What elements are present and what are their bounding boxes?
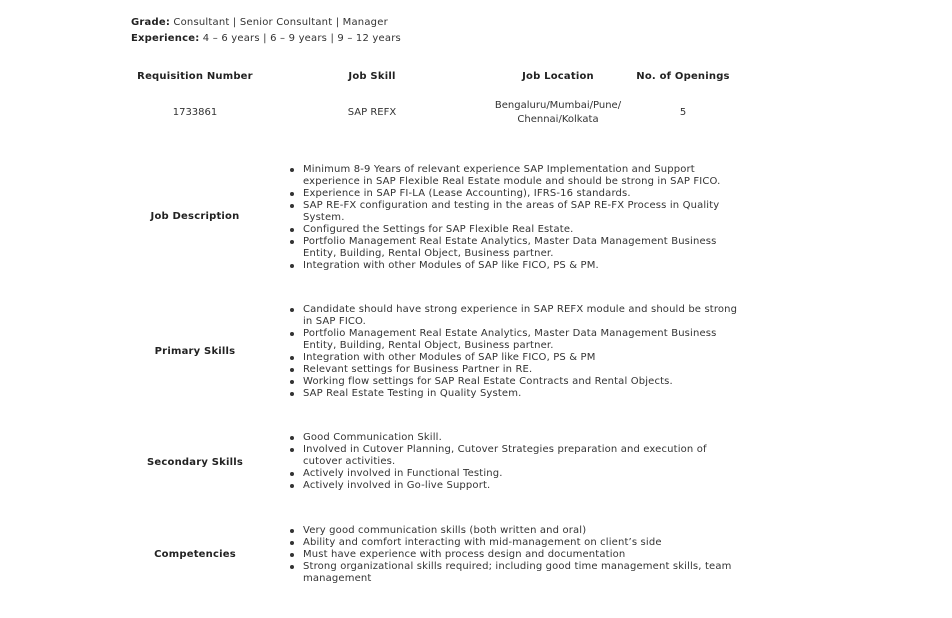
list-item: SAP RE-FX configuration and testing in the areas of SAP RE-FX Process in Quality System.: [303, 200, 739, 224]
grade-label: Grade: [131, 17, 166, 28]
job-location-line2: Chennai/Kolkata: [517, 114, 599, 125]
header-job-location: Job Location: [522, 71, 594, 82]
job-description-list: [286, 164, 739, 272]
list-item: Working flow settings for SAP Real Estate Contracts and Rental Objects.: [303, 376, 739, 388]
list-item: Very good communication skills (both written and oral): [303, 525, 739, 537]
list-item: Relevant settings for Business Partner in RE.: [303, 364, 739, 376]
secondary-skills-list: [286, 432, 739, 492]
primary-skills-list: [286, 304, 739, 400]
job-location: [480, 99, 636, 127]
list-item: Involved in Cutover Planning, Cutover Strategies preparation and execution of cutover activities.: [303, 444, 739, 468]
grade-line: Grade: Consultant | Senior Consultant | Manager: [131, 17, 388, 28]
list-item: Must have experience with process design and documentation: [303, 549, 739, 561]
job-skill: SAP REFX: [347, 107, 397, 118]
list-item: Configured the Settings for SAP Flexible Real Estate.: [303, 224, 739, 236]
experience-label: Experience: [131, 33, 196, 44]
list-item: Good Communication Skill.: [303, 432, 739, 444]
list-item: Integration with other Modules of SAP like FICO, PS & PM: [303, 352, 739, 364]
list-item: Actively involved in Functional Testing.: [303, 468, 739, 480]
list-item: SAP Real Estate Testing in Quality System.: [303, 388, 739, 400]
list-item: Candidate should have strong experience in SAP REFX module and should be strong in SAP FICO.: [303, 304, 738, 327]
job-description-title: Job Description: [150, 211, 240, 222]
job-location-line1: Bengaluru/Mumbai/Pune/: [494, 100, 622, 111]
requisition-number: 1733861: [172, 107, 218, 118]
list-item: Portfolio Management Real Estate Analytics, Master Data Management Business Entity, Building, Rental Object, Business partner.: [303, 328, 739, 352]
primary-skills-title: Primary Skills: [154, 346, 236, 357]
experience-line: Experience: 4 – 6 years | 6 – 9 years | 9 – 12 years: [131, 33, 401, 44]
header-openings: No. of Openings: [636, 71, 730, 82]
list-item: Actively involved in Go-live Support.: [303, 480, 739, 492]
list-item: Portfolio Management Real Estate Analytics, Master Data Management Business Entity, Building, Rental Object, Business partner.: [303, 236, 739, 260]
list-item: Minimum 8-9 Years of relevant experience SAP Implementation and Support experience in SAP Flexible Real Estate module and should be strong in SAP FICO.: [303, 164, 739, 188]
grade-value: Consultant | Senior Consultant | Manager: [173, 17, 388, 28]
header-job-skill: Job Skill: [348, 71, 396, 82]
list-item: Ability and comfort interacting with mid-management on client’s side: [303, 537, 739, 549]
list-item: Integration with other Modules of SAP like FICO, PS & PM.: [303, 260, 739, 272]
competencies-list: [286, 525, 739, 585]
list-item: Experience in SAP FI-LA (Lease Accounting), IFRS-16 standards.: [303, 188, 739, 200]
experience-value: 4 – 6 years | 6 – 9 years | 9 – 12 years: [202, 33, 401, 44]
secondary-skills-title: Secondary Skills: [146, 457, 244, 468]
openings-count: 5: [679, 107, 687, 118]
header-requisition-number: Requisition Number: [137, 71, 253, 82]
list-item: Strong organizational skills required; including good time management skills, team management: [303, 561, 739, 585]
competencies-title: Competencies: [154, 549, 236, 560]
